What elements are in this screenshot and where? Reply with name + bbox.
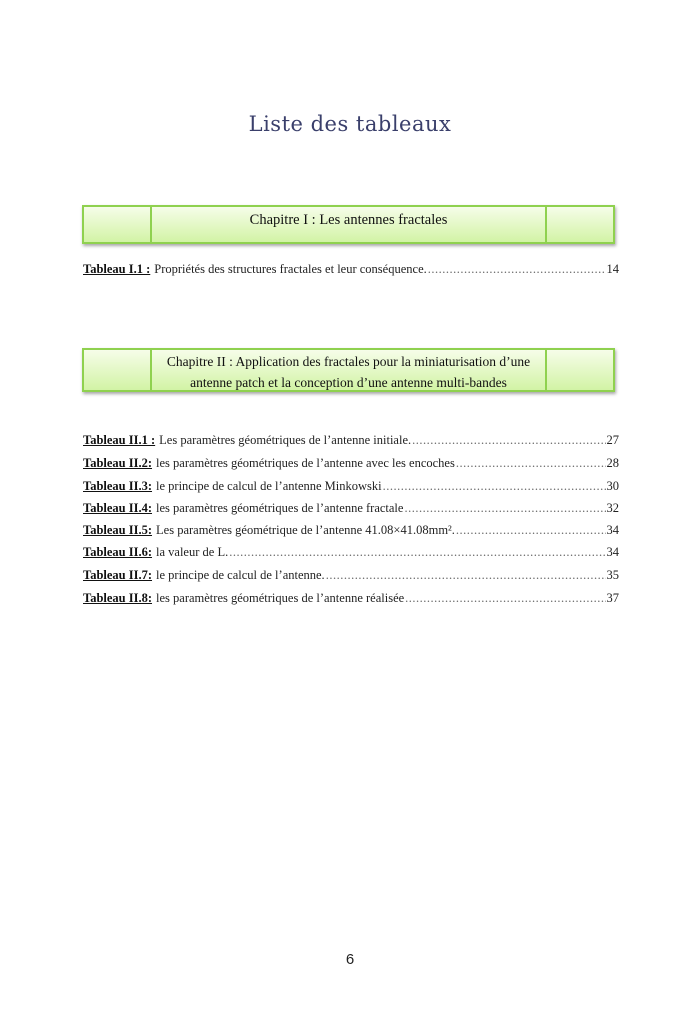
dot-leader xyxy=(326,568,606,583)
entry-text: la valeur de L. xyxy=(156,545,229,559)
toc-entry[interactable] xyxy=(83,591,619,606)
dot-leader xyxy=(412,433,605,448)
entry-label: Tableau II.4: xyxy=(83,501,153,515)
chapter-2-heading-line1: Chapitre II : Application des fractales pour la miniaturisation d’une xyxy=(166,354,531,369)
chapter-1-header xyxy=(82,205,615,244)
entry-label: Tableau II.7: xyxy=(83,568,153,582)
page-title: Liste des tableaux xyxy=(248,112,452,136)
chapter-2-header xyxy=(82,348,615,392)
entry-page: 27 xyxy=(606,433,619,447)
chapter-box-right-cell xyxy=(545,207,613,242)
toc-entry[interactable] xyxy=(83,479,619,494)
dot-leader xyxy=(405,591,605,606)
entry-text: les paramètres géométriques de l’antenne réalisée xyxy=(156,591,405,605)
page-number: 6 xyxy=(345,951,355,968)
entry-page: 28 xyxy=(606,456,619,470)
entry-text: les paramètres géométriques de l’antenne avec les encoches xyxy=(156,456,455,470)
entry-label: Tableau I.1 : xyxy=(83,262,151,276)
chapter-box-left-cell xyxy=(84,350,152,390)
entry-text: Les paramètres géométriques de l’antenne initiale. xyxy=(159,433,412,447)
dot-leader xyxy=(456,456,606,471)
entry-label: Tableau II.6: xyxy=(83,545,153,559)
toc-entry[interactable] xyxy=(83,262,619,277)
entry-page: 14 xyxy=(606,262,619,276)
entry-page: 37 xyxy=(606,591,619,605)
toc-entry[interactable] xyxy=(83,456,619,471)
chapter-2-heading xyxy=(152,350,545,390)
dot-leader xyxy=(456,523,606,538)
toc-entry[interactable] xyxy=(83,523,619,538)
chapter-1-heading: Chapitre I : Les antennes fractales xyxy=(249,212,448,228)
chapter-box-right-cell xyxy=(545,350,613,390)
entry-text: Propriétés des structures fractales et leur conséquence. xyxy=(154,262,427,276)
dot-leader xyxy=(229,545,605,560)
dot-leader xyxy=(428,262,606,277)
toc-entry[interactable] xyxy=(83,433,619,448)
entry-page: 34 xyxy=(606,523,619,537)
entry-page: 34 xyxy=(606,545,619,559)
entry-text: les paramètres géométriques de l’antenne fractale xyxy=(156,501,404,515)
entry-label: Tableau II.2: xyxy=(83,456,153,470)
entry-label: Tableau II.3: xyxy=(83,479,153,493)
entry-label: Tableau II.8: xyxy=(83,591,153,605)
entry-text: Les paramètres géométrique de l’antenne 41.08×41.08mm². xyxy=(156,523,455,537)
toc-entry[interactable] xyxy=(83,568,619,583)
entry-label: Tableau II.5: xyxy=(83,523,153,537)
entry-page: 30 xyxy=(606,479,619,493)
dot-leader xyxy=(404,501,605,516)
entry-label: Tableau II.1 : xyxy=(83,433,156,447)
toc-entry[interactable] xyxy=(83,501,619,516)
entry-text: le principe de calcul de l’antenne. xyxy=(156,568,325,582)
entry-page: 32 xyxy=(606,501,619,515)
toc-entry[interactable] xyxy=(83,545,619,560)
entry-page: 35 xyxy=(606,568,619,582)
dot-leader xyxy=(383,479,606,494)
chapter-2-heading-line2: antenne patch et la conception d’une antenne multi-bandes xyxy=(190,375,507,390)
entry-text: le principe de calcul de l’antenne Minkowski xyxy=(156,479,382,493)
chapter-box-left-cell xyxy=(84,207,152,242)
